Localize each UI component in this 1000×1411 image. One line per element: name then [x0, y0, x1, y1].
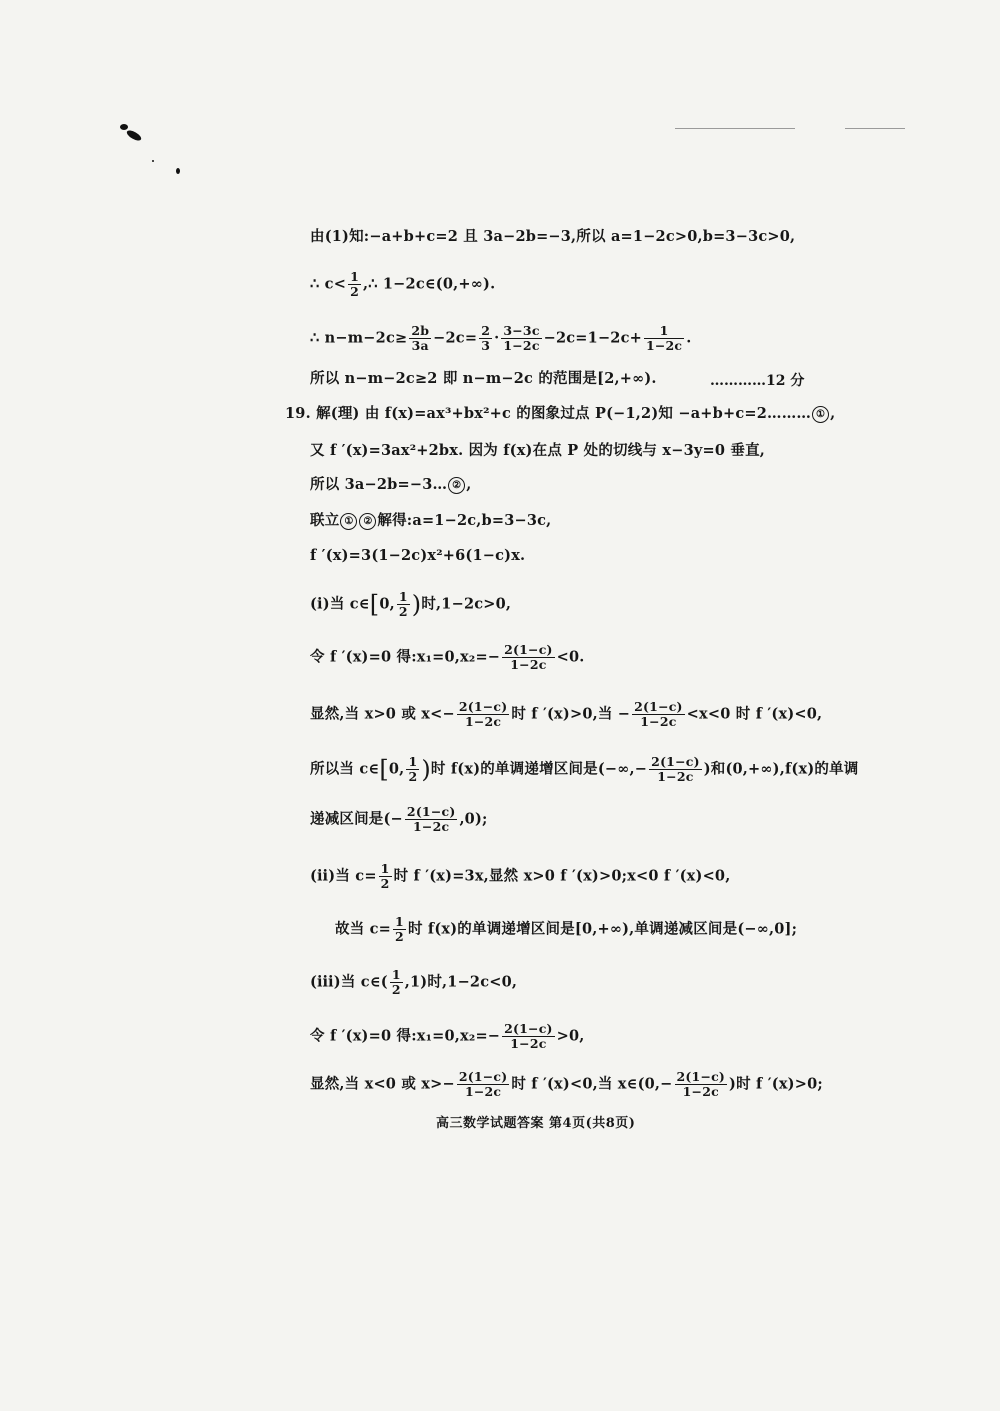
- text-line-14: 递减区间是(− $\frac{2(1-c)}{1-2c}$ ,0);: [310, 804, 488, 834]
- fraction: $\frac{2}{3}$: [481, 323, 491, 353]
- fraction: $\frac{2(1-c)}{1-2c}$: [676, 1069, 726, 1099]
- fraction: $\frac{1}{2}$: [408, 754, 418, 784]
- scan-speck: [125, 128, 142, 142]
- scan-speck: [120, 124, 128, 130]
- text-line-7: 所以 3a−2b=−3… ② ,: [310, 476, 472, 493]
- scan-speck: [176, 168, 180, 174]
- case-ii-line: (ⅱ)当 c= $\frac{1}{2}$ 时 f ′(x)=3x,显然 x>0 f ′(x)>0;x<0 f ′(x)<0,: [310, 861, 731, 891]
- question-19-heading: 19. 解(理) 由 f(x)=ax³+bx²+c 的图象过点 P(−1,2)知 −a+b+c=2……… ① ,: [285, 405, 836, 422]
- text-line-13: 所以当 c∈[0, $\frac{1}{2}$ )时 f(x)的单调递增区间是(−∞,− $\frac{2(1-c)}{1-2c}$ )和(0,+∞),f(x)的单调: [310, 754, 859, 784]
- score-mark: …………12 分: [710, 373, 805, 389]
- text-line-16: 故当 c= $\frac{1}{2}$ 时 f(x)的单调递增区间是[0,+∞),单调递减区间是(−∞,0];: [335, 914, 798, 944]
- circled-number-2: ②: [448, 477, 465, 494]
- fraction: $\frac{1}{2}$: [391, 967, 401, 997]
- text-line-8: 联立 ① ② 解得:a=1−2c,b=3−3c,: [310, 512, 552, 529]
- circled-number-1: ①: [340, 513, 357, 530]
- circled-number-2: ②: [359, 513, 376, 530]
- text-line-2: ∴ c< $\frac{1}{2}$ ,∴ 1−2c∈(0,+∞).: [310, 269, 496, 299]
- page-footer: 高三数学试题答案 第4页(共8页): [436, 1116, 636, 1131]
- fraction: $\frac{2(1-c)}{1-2c}$: [458, 699, 508, 729]
- fraction: $\frac{2(1-c)}{1-2c}$: [458, 1069, 508, 1099]
- text-line-18: 令 f ′(x)=0 得:x₁=0,x₂=− $\frac{2(1-c)}{1-2c}$ >0,: [310, 1021, 585, 1051]
- fraction: $\frac{2(1-c)}{1-2c}$: [504, 642, 553, 672]
- text-line-11: 令 f ′(x)=0 得:x₁=0,x₂=− $\frac{2(1-c)}{1-2c}$ <0.: [310, 642, 585, 672]
- fraction: $\frac{2(1-c)}{1-2c}$: [651, 754, 700, 784]
- text-line-12: 显然,当 x>0 或 x<− $\frac{2(1-c)}{1-2c}$ 时 f ′(x)>0,当 − $\frac{2(1-c)}{1-2c}$ <x<0 时 f ′(x)<0,: [310, 699, 823, 729]
- fraction: $\frac{2(1-c)}{1-2c}$: [634, 699, 683, 729]
- scan-line: [845, 128, 905, 129]
- fraction: $\frac{1}{2}$: [395, 914, 404, 944]
- case-iii-line: (ⅲ)当 c∈( $\frac{1}{2}$ ,1)时,1−2c<0,: [310, 967, 518, 997]
- text-line-1: 由(1)知:−a+b+c=2 且 3a−2b=−3,所以 a=1−2c>0,b=3−3c>0,: [310, 228, 796, 245]
- fraction: $\frac{2(1-c)}{1-2c}$: [504, 1021, 553, 1051]
- case-i-line: (ⅰ)当 c∈[0, $\frac{1}{2}$ )时,1−2c>0,: [310, 589, 512, 619]
- fraction: $\frac{1}{2}$: [350, 269, 359, 299]
- scan-speck: [152, 160, 154, 162]
- text-line-19: 显然,当 x<0 或 x>− $\frac{2(1-c)}{1-2c}$ 时 f ′(x)<0,当 x∈(0,− $\frac{2(1-c)}{1-2c}$ )时 f ′(x)>0;: [310, 1069, 823, 1099]
- text-line-4: 所以 n−m−2c≥2 即 n−m−2c 的范围是[2,+∞).: [310, 370, 657, 387]
- fraction: $\frac{3-3c}{1-2c}$: [503, 323, 540, 353]
- fraction: $\frac{2b}{3a}$: [411, 323, 430, 353]
- scan-line: [675, 128, 795, 129]
- text-line-6: 又 f ′(x)=3ax²+2bx. 因为 f(x)在点 P 处的切线与 x−3y=0 垂直,: [310, 442, 766, 459]
- fraction: $\frac{2(1-c)}{1-2c}$: [406, 804, 456, 834]
- circled-number-1: ①: [812, 406, 829, 423]
- fraction: $\frac{1}{1-2c}$: [645, 323, 683, 353]
- text-line-9: f ′(x)=3(1−2c)x²+6(1−c)x.: [310, 547, 526, 564]
- fraction: $\frac{1}{2}$: [380, 861, 390, 891]
- text-line-3: ∴ n−m−2c≥ $\frac{2b}{3a}$ −2c= $\frac{2}{3}$ · $\frac{3-3c}{1-2c}$ −2c=1−2c+ $\frac{1}{1-2c}$ .: [310, 323, 692, 353]
- fraction: $\frac{1}{2}$: [398, 589, 408, 619]
